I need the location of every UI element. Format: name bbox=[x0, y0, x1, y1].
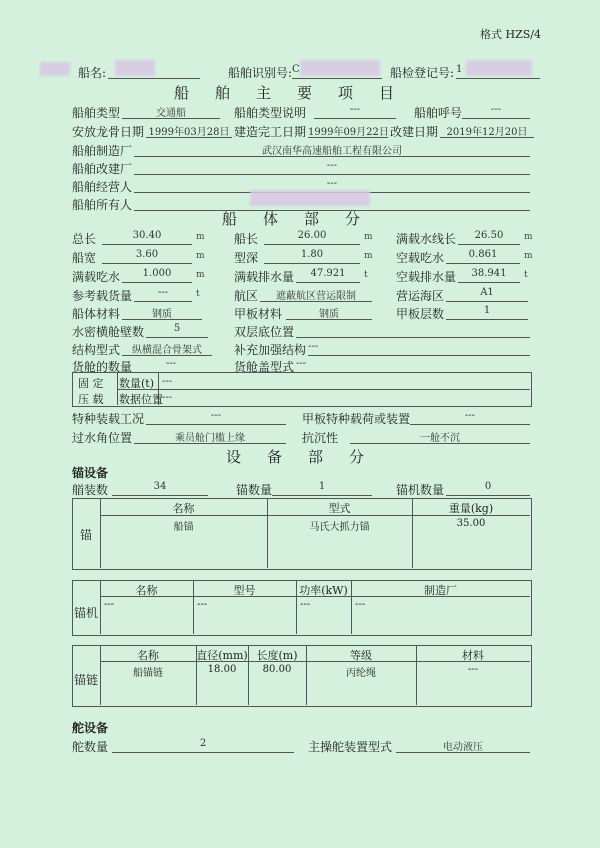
ballast-pos-label: 数据位置 bbox=[119, 393, 163, 406]
windlass-cell-power: --- bbox=[300, 599, 311, 610]
deck-cargo-label: 甲板特种载荷或装置 bbox=[302, 412, 411, 426]
rudder-count-label: 舵数量 bbox=[72, 740, 109, 754]
light-draft-unit: m bbox=[524, 251, 533, 261]
special-value: --- bbox=[146, 410, 286, 425]
anchor-count-value: 1 bbox=[272, 481, 372, 496]
windlass-header-power: 功率(kW) bbox=[299, 584, 348, 597]
ship-id-label: 船舶识别号: bbox=[228, 66, 293, 80]
light-disp-unit: t bbox=[524, 270, 528, 280]
anchor-header-type: 型式 bbox=[328, 502, 351, 515]
reinforce-value: --- bbox=[308, 341, 530, 356]
steering-value: 电动液压 bbox=[396, 738, 530, 753]
unsinkable-label: 抗沉性 bbox=[302, 431, 339, 445]
ballast-row1-label: 固 定 bbox=[78, 377, 104, 390]
lwl-value: 26.50 bbox=[458, 230, 520, 245]
unsinkable-value: 一舱不沉 bbox=[350, 429, 530, 444]
chain-cell-diameter: 18.00 bbox=[207, 664, 237, 675]
section-hull: 船体部分 bbox=[222, 210, 387, 228]
ship-type-value: 交通船 bbox=[122, 104, 220, 119]
breadth-unit: m bbox=[196, 251, 205, 261]
chain-cell-name: 船锚链 bbox=[133, 668, 163, 679]
deck-material-label: 甲板材料 bbox=[234, 307, 283, 321]
windlass-header-maker: 制造厂 bbox=[424, 584, 457, 597]
rebuilder-value: --- bbox=[134, 160, 530, 175]
ballast-qty-value: --- bbox=[162, 376, 173, 387]
anchor-header-weight: 重量(kg) bbox=[448, 502, 494, 515]
deck-layers-label: 甲板层数 bbox=[396, 307, 445, 321]
special-label: 特种装载工况 bbox=[72, 412, 145, 426]
depth-unit: m bbox=[364, 251, 373, 261]
ship-id-value: C bbox=[292, 64, 382, 79]
lpp-unit: m bbox=[364, 232, 373, 242]
flood-value: 乘员舱门槛上缘 bbox=[134, 429, 286, 444]
structure-value: 纵横混合骨架式 bbox=[122, 341, 212, 356]
register-no-value: 1 bbox=[456, 64, 540, 79]
chain-cell-grade: 丙纶绳 bbox=[346, 668, 376, 679]
format-code: 格式 HZS/4 bbox=[480, 28, 541, 41]
anchor-cell-name: 船锚 bbox=[173, 522, 194, 533]
ballast-pos-value: --- bbox=[162, 392, 173, 403]
builder-value: 武汉南华高速船舶工程有限公司 bbox=[134, 142, 530, 157]
windlass-header-model: 型号 bbox=[233, 584, 256, 597]
windlass-count-label: 锚机数量 bbox=[396, 483, 445, 497]
deck-layers-value: 1 bbox=[446, 305, 528, 320]
call-sign-label: 船舶呼号 bbox=[414, 106, 463, 120]
nav-area-label: 航区 bbox=[234, 289, 259, 303]
hull-material-value: 钢质 bbox=[122, 305, 202, 320]
anchor-header-name: 名称 bbox=[172, 502, 195, 515]
chain-header-name: 名称 bbox=[137, 649, 159, 662]
ship-type-label: 船舶类型 bbox=[72, 106, 121, 120]
ballast-divider bbox=[117, 389, 530, 390]
register-no-label: 船检登记号: bbox=[390, 66, 455, 80]
chain-header-diameter: 直径(mm) bbox=[196, 649, 248, 662]
steering-label: 主操舵装置型式 bbox=[308, 740, 393, 754]
windlass-header-name: 名称 bbox=[135, 584, 158, 597]
windlass-row-label: 锚机 bbox=[74, 606, 99, 620]
lwl-unit: m bbox=[524, 232, 533, 242]
light-draft-label: 空载吃水 bbox=[396, 251, 445, 265]
builder-label: 船舶制造厂 bbox=[72, 144, 133, 158]
full-disp-unit: t bbox=[364, 270, 368, 280]
windlass-cell-model: --- bbox=[197, 599, 208, 610]
full-draft-value: 1.000 bbox=[122, 268, 192, 283]
bulkheads-label: 水密横舱壁数 bbox=[72, 325, 145, 339]
section-main-items: 船舶主要项目 bbox=[174, 84, 421, 102]
redaction-mark bbox=[466, 60, 532, 76]
light-disp-value: 38.941 bbox=[458, 268, 520, 283]
loa-value: 30.40 bbox=[102, 230, 192, 245]
ballast-row2-label: 压 载 bbox=[78, 393, 104, 406]
hatch-value: --- bbox=[296, 358, 530, 373]
double-bottom-label: 双层底位置 bbox=[234, 325, 295, 339]
ballast-qty-label: 数量(t) bbox=[119, 377, 155, 390]
lwl-label: 满载水线长 bbox=[396, 232, 457, 246]
chain-cell-length: 80.00 bbox=[262, 664, 292, 675]
flood-label: 过水角位置 bbox=[72, 431, 133, 445]
anchors-label: 艏装数 bbox=[72, 483, 109, 497]
modified-date-label: 改建日期 bbox=[390, 125, 439, 139]
section-equipment: 设备部分 bbox=[226, 448, 391, 466]
breadth-value: 3.60 bbox=[102, 249, 192, 264]
chain-cell-material: --- bbox=[467, 664, 479, 675]
owner-label: 船舶所有人 bbox=[72, 198, 133, 212]
rudder-equipment-heading: 舵设备 bbox=[72, 721, 109, 735]
modified-date-value: 2019年12月20日 bbox=[440, 123, 534, 138]
chain-header-length: 长度(m) bbox=[256, 649, 298, 662]
redaction-mark bbox=[250, 190, 370, 206]
bulkheads-value: 5 bbox=[146, 323, 208, 338]
op-area-label: 营运海区 bbox=[396, 289, 445, 303]
full-disp-label: 满载排水量 bbox=[234, 270, 295, 284]
hull-material-label: 船体材料 bbox=[72, 307, 121, 321]
call-sign-value: --- bbox=[462, 104, 530, 119]
operator-value: --- bbox=[134, 178, 530, 193]
lpp-value: 26.00 bbox=[264, 230, 360, 245]
keel-date-value: 1999年03月28日 bbox=[146, 123, 232, 138]
light-disp-label: 空载排水量 bbox=[396, 270, 457, 284]
chain-header-material: 材料 bbox=[462, 649, 484, 662]
rebuilder-label: 船舶改建厂 bbox=[72, 162, 133, 176]
structure-label: 结构型式 bbox=[72, 343, 121, 357]
anchor-cell-type: 马氏大抓力锚 bbox=[309, 522, 370, 533]
light-draft-value: 0.861 bbox=[446, 249, 520, 264]
windlass-cell-maker: --- bbox=[355, 599, 366, 610]
reinforce-label: 补充加强结构 bbox=[234, 343, 307, 357]
lpp-label: 船长 bbox=[234, 232, 259, 246]
rudder-count-value: 2 bbox=[112, 738, 294, 753]
full-draft-label: 满载吃水 bbox=[72, 270, 121, 284]
ship-type-desc-value: --- bbox=[314, 104, 396, 119]
chain-header-grade: 等级 bbox=[350, 649, 372, 662]
deck-cargo-value: --- bbox=[410, 410, 530, 425]
full-disp-value: 47.921 bbox=[296, 268, 360, 283]
redaction-mark bbox=[300, 60, 380, 76]
anchors-value: 34 bbox=[112, 481, 208, 496]
anchor-count-label: 锚数量 bbox=[236, 483, 273, 497]
breadth-label: 船宽 bbox=[72, 251, 97, 265]
full-draft-unit: m bbox=[196, 270, 205, 280]
holds-label: 货舱的数量 bbox=[72, 360, 133, 374]
redaction-mark bbox=[40, 62, 70, 76]
anchor-row-label: 锚 bbox=[80, 528, 93, 542]
ship-type-desc-label: 船舶类型说明 bbox=[234, 106, 307, 120]
depth-value: 1.80 bbox=[264, 249, 360, 264]
ship-name-label: 船名: bbox=[78, 66, 107, 80]
holds-value: --- bbox=[134, 358, 208, 373]
loa-unit: m bbox=[196, 232, 205, 242]
built-date-label: 建造完工日期 bbox=[234, 125, 307, 139]
deck-material-value: 钢质 bbox=[286, 305, 372, 320]
ref-cargo-unit: t bbox=[196, 289, 200, 299]
loa-label: 总长 bbox=[72, 232, 97, 246]
ref-cargo-value: --- bbox=[134, 287, 192, 302]
windlass-count-value: 0 bbox=[446, 481, 530, 496]
anchor-cell-weight: 35.00 bbox=[456, 518, 486, 529]
hatch-label: 货舱盖型式 bbox=[234, 360, 295, 374]
op-area-value: A1 bbox=[446, 287, 528, 302]
redaction-mark bbox=[115, 60, 155, 76]
anchor-equipment-heading: 锚设备 bbox=[72, 466, 109, 480]
built-date-value: 1999年09月22日 bbox=[308, 123, 388, 138]
double-bottom-value bbox=[296, 323, 530, 338]
keel-date-label: 安放龙骨日期 bbox=[72, 125, 145, 139]
chain-row-label: 锚链 bbox=[74, 673, 99, 687]
depth-label: 型深 bbox=[234, 251, 259, 265]
nav-area-value: 遮蔽航区营运限制 bbox=[260, 287, 372, 302]
ref-cargo-label: 参考载货量 bbox=[72, 289, 133, 303]
windlass-cell-name: --- bbox=[104, 599, 115, 610]
operator-label: 船舶经营人 bbox=[72, 180, 133, 194]
